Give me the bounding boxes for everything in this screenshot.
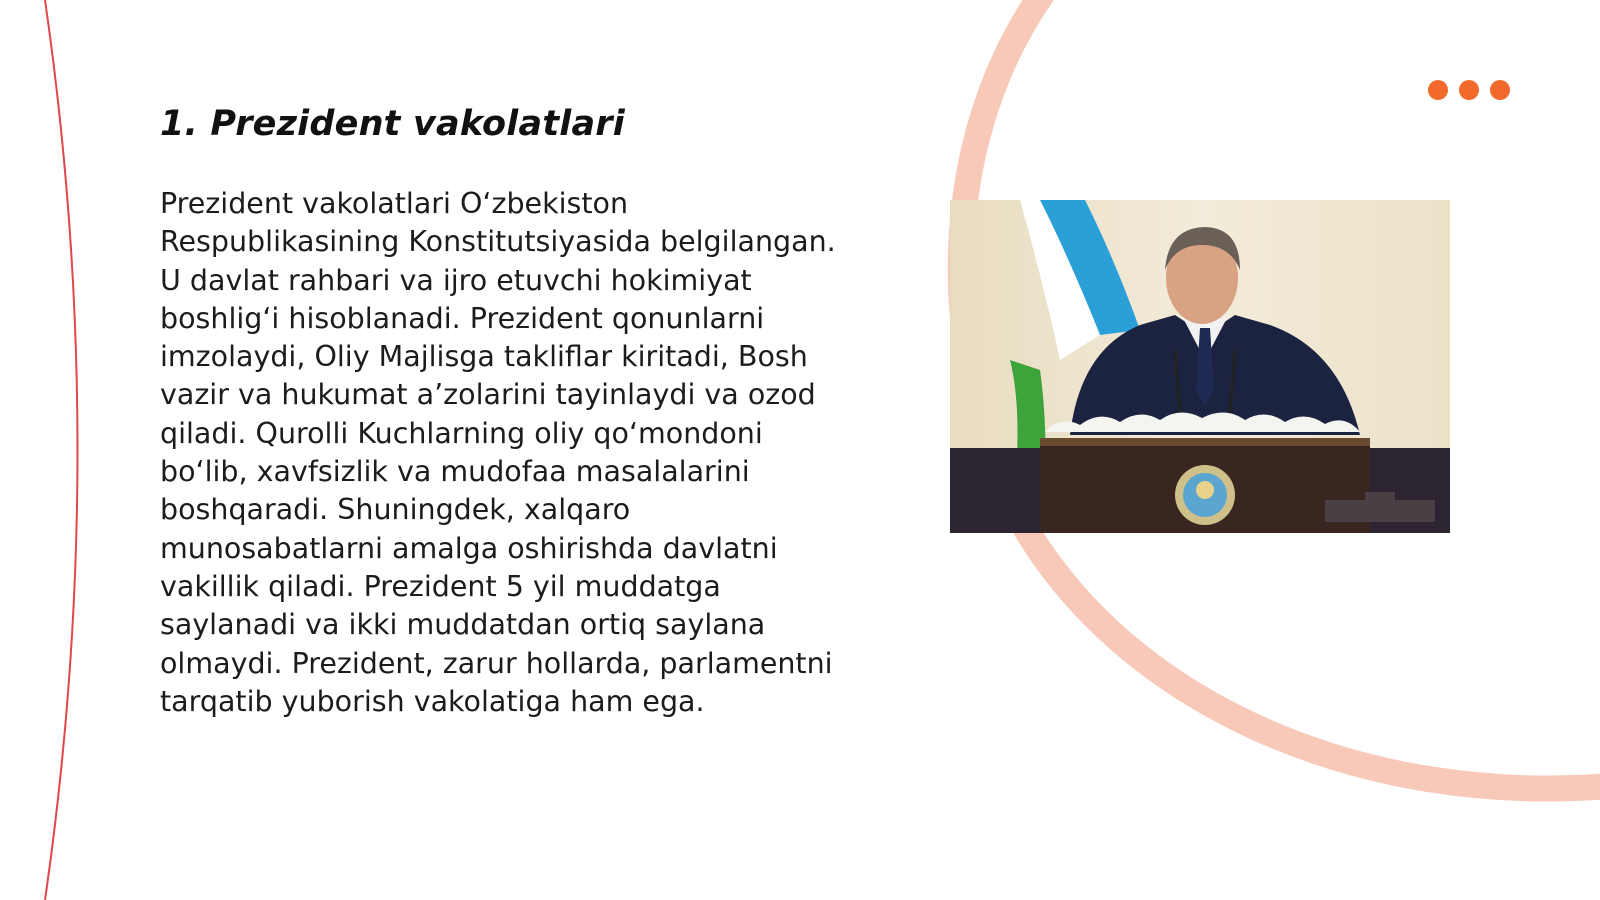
dot xyxy=(1459,80,1479,100)
dot xyxy=(1428,80,1448,100)
slide-body-text: Prezident vakolatlari O‘zbekiston Respublikasining Konstitutsiyasida belgilangan. U davlat rahbari va ijro etuvchi hokimiyat boshlig‘i hisoblanadi. Prezident qonunlarni imzolaydi, Oliy Majlisga takliflar kiritadi, Bosh vazir va hukumat a’zolarini tayinlaydi va ozod qiladi. Qurolli Kuchlarning oliy qo‘mondoni bo‘lib, xavfsizlik va mudofaa masalalarini boshqaradi. Shuningdek, xalqaro munosabatlarni amalga oshirishda davlatni vakillik qiladi. Prezident 5 yil muddatga saylanadi va ikki muddatdan ortiq saylana olmaydi. Prezident, zarur hollarda, parlamentni tarqatib yuborish vakolatiga ham ega. xyxy=(160,187,836,718)
president-at-podium-photo xyxy=(950,200,1450,533)
three-dots-icon xyxy=(1428,80,1510,100)
dot xyxy=(1490,80,1510,100)
left-curve-line xyxy=(45,0,78,900)
slide-title: 1. Prezident vakolatlari xyxy=(160,104,625,144)
